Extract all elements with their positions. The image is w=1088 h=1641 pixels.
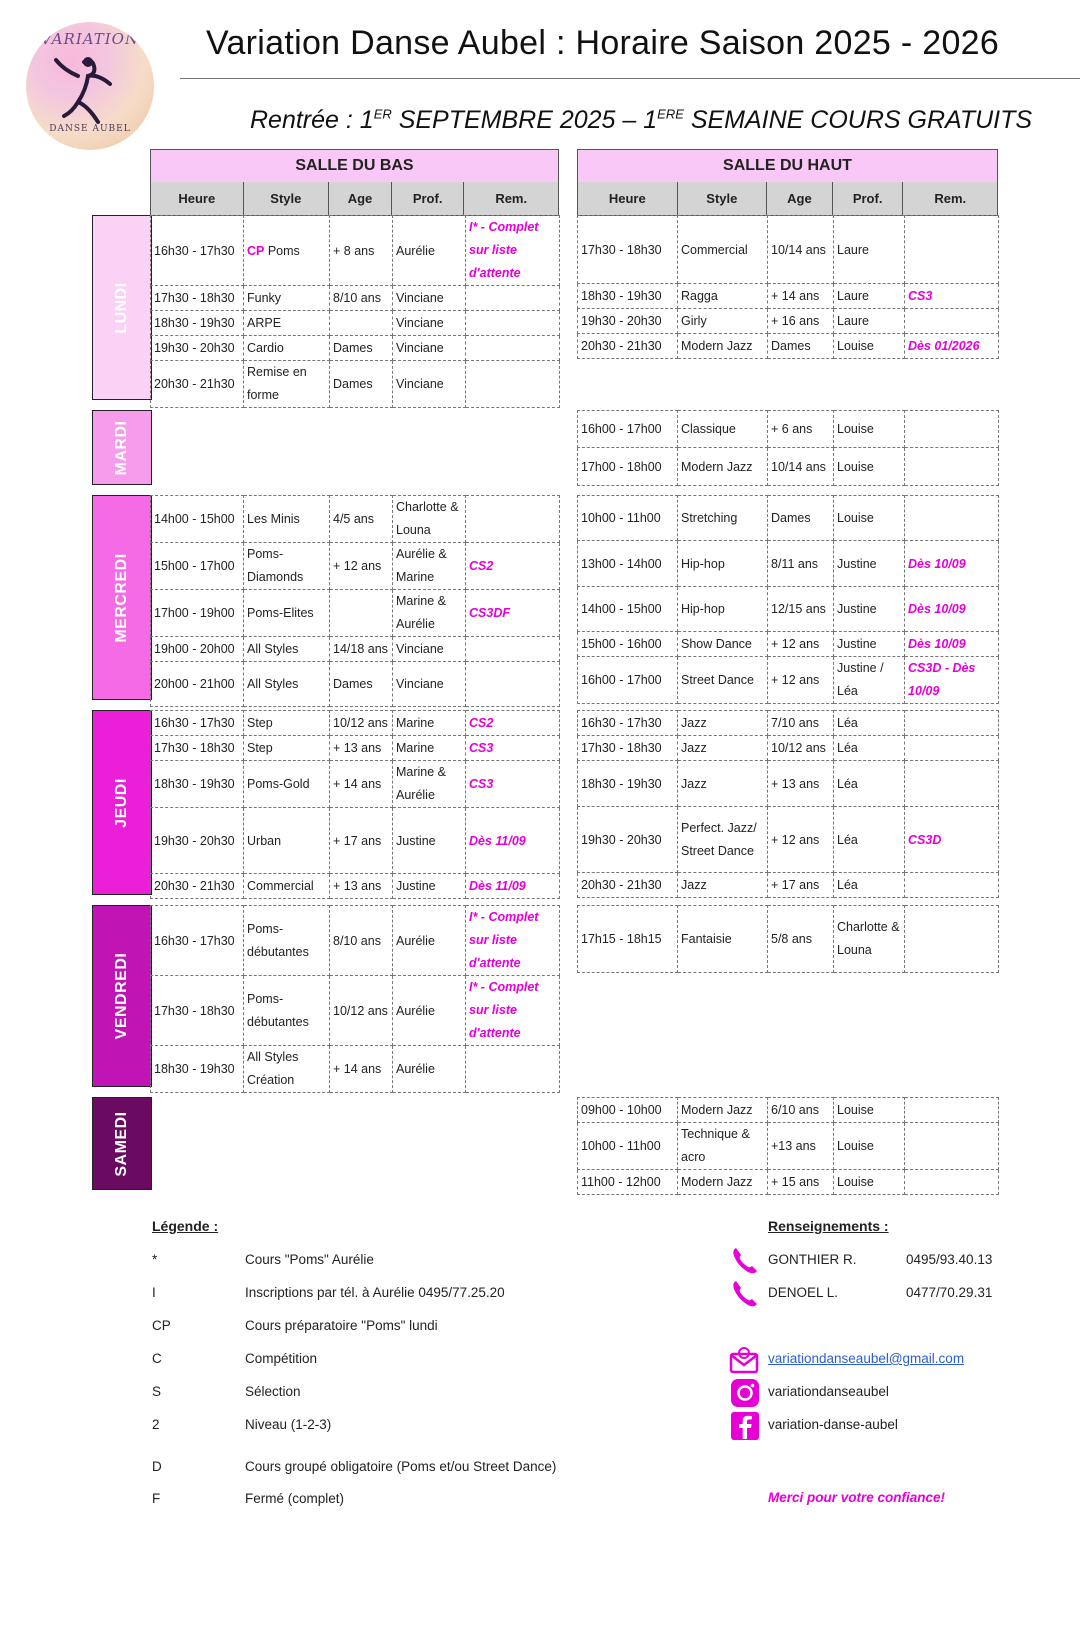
table-cell: Aurélie bbox=[393, 906, 466, 976]
table-cell: + 13 ans bbox=[330, 736, 393, 761]
table-cell: + 14 ans bbox=[330, 1046, 393, 1093]
instagram-handle[interactable]: variationdanseaubel bbox=[768, 1384, 889, 1399]
col-style: Style bbox=[244, 182, 330, 215]
table-cell: Justine bbox=[393, 808, 466, 874]
table-haut-vendredi bbox=[577, 905, 999, 973]
table-cell: Louise bbox=[834, 1170, 905, 1195]
table-cell: 18h30 - 19h30 bbox=[151, 761, 244, 808]
table-cell: 15h00 - 17h00 bbox=[151, 543, 244, 590]
table-cell: 7/10 ans bbox=[768, 711, 834, 736]
table-haut-jeudi bbox=[577, 710, 999, 898]
col-rem: Rem. bbox=[495, 191, 528, 206]
logo-bottom-text: DANSE AUBEL bbox=[49, 124, 131, 134]
table-cell: Dames bbox=[330, 662, 393, 707]
page-title: Variation Danse Aubel : Horaire Saison 2025 - 2026 bbox=[206, 24, 1000, 62]
table-cell: 18h30 - 19h30 bbox=[578, 284, 678, 309]
table-cell: + 13 ans bbox=[330, 874, 393, 899]
table-row bbox=[151, 543, 560, 590]
table-cell bbox=[905, 906, 999, 973]
table-cell: All Styles bbox=[244, 662, 330, 707]
rem-cell: I* - Complet sur liste d'attente bbox=[466, 216, 560, 286]
table-cell: Louise bbox=[834, 1098, 905, 1123]
table-cell: Vinciane bbox=[393, 637, 466, 662]
table-cell: 8/11 ans bbox=[768, 541, 834, 587]
table-row bbox=[578, 496, 999, 541]
col-prof: Prof. bbox=[833, 182, 904, 215]
table-row bbox=[578, 711, 999, 736]
table-cell bbox=[905, 711, 999, 736]
table-cell: +13 ans bbox=[768, 1123, 834, 1170]
table-bas-mercredi bbox=[150, 495, 560, 707]
table-cell: + 12 ans bbox=[768, 657, 834, 704]
table-cell: Dès 11/09 bbox=[466, 874, 560, 899]
table-cell: 8/10 ans bbox=[330, 906, 393, 976]
table-cell: Modern Jazz bbox=[678, 1098, 768, 1123]
table-cell: I* - Complet sur liste d'attente bbox=[466, 976, 560, 1046]
table-cell: 14h00 - 15h00 bbox=[151, 496, 244, 543]
table-cell: Modern Jazz bbox=[678, 334, 768, 359]
table-row bbox=[578, 761, 999, 807]
table-cell: 17h30 - 18h30 bbox=[578, 216, 678, 284]
table-cell: Justine bbox=[834, 587, 905, 632]
table-cell bbox=[466, 496, 560, 543]
table-cell: 14h00 - 15h00 bbox=[578, 587, 678, 632]
contact-phone[interactable]: 0477/70.29.31 bbox=[906, 1285, 993, 1300]
table-cell: Aurélie bbox=[393, 976, 466, 1046]
table-cell: 11h00 - 12h00 bbox=[578, 1170, 678, 1195]
table-cell: Dès 01/2026 bbox=[905, 334, 999, 359]
col-heure: Heure bbox=[151, 182, 244, 215]
table-cell: 5/8 ans bbox=[768, 906, 834, 973]
table-cell: Ragga bbox=[678, 284, 768, 309]
table-cell: 10/12 ans bbox=[330, 976, 393, 1046]
table-cell: CS3D bbox=[905, 807, 999, 873]
table-cell: + 6 ans bbox=[768, 411, 834, 448]
table-cell: Marine bbox=[393, 711, 466, 736]
table-haut-mardi bbox=[577, 410, 999, 486]
table-cell: 20h30 - 21h30 bbox=[151, 874, 244, 899]
col-prof: Prof. bbox=[392, 182, 465, 215]
table-row bbox=[151, 637, 560, 662]
subtitle: Rentrée : 1ER SEPTEMBRE 2025 – 1ERE SEMAINE COURS GRATUITS bbox=[250, 106, 1033, 134]
table-cell: Stretching bbox=[678, 496, 768, 541]
table-cell: + 14 ans bbox=[768, 284, 834, 309]
table-cell: Léa bbox=[834, 873, 905, 898]
table-cell: 10/14 ans bbox=[768, 216, 834, 284]
table-row bbox=[151, 496, 560, 543]
table-cell: 20h30 - 21h30 bbox=[151, 361, 244, 408]
table-row bbox=[151, 761, 560, 808]
col-rem: Rem. bbox=[934, 191, 967, 206]
table-row bbox=[578, 587, 999, 632]
table-cell: Poms-Gold bbox=[244, 761, 330, 808]
table-row bbox=[151, 286, 560, 311]
table-cell: Dès 10/09 bbox=[905, 587, 999, 632]
table-haut-lundi bbox=[577, 215, 999, 359]
table-cell: Marine & Aurélie bbox=[393, 590, 466, 637]
contact-name: DENOEL L. bbox=[768, 1285, 839, 1300]
table-cell: 19h30 - 20h30 bbox=[578, 309, 678, 334]
legend-key: * bbox=[152, 1252, 158, 1267]
legend-key: 2 bbox=[152, 1417, 160, 1432]
table-cell bbox=[905, 309, 999, 334]
table-cell: 4/5 ans bbox=[330, 496, 393, 543]
email-link[interactable]: variationdanseaubel@gmail.com bbox=[768, 1351, 965, 1366]
table-cell: Léa bbox=[834, 807, 905, 873]
table-cell: Laure bbox=[834, 284, 905, 309]
table-cell: Louise bbox=[834, 334, 905, 359]
table-row bbox=[151, 336, 560, 361]
table-cell: 12/15 ans bbox=[768, 587, 834, 632]
table-cell: 17h00 - 18h00 bbox=[578, 448, 678, 486]
table-cell: + 15 ans bbox=[768, 1170, 834, 1195]
table-cell: All Styles Création bbox=[244, 1046, 330, 1093]
table-cell: Justine / Léa bbox=[834, 657, 905, 704]
table-cell: + 17 ans bbox=[330, 808, 393, 874]
legend-key: S bbox=[152, 1384, 162, 1399]
table-cell: Poms-débutantes bbox=[244, 976, 330, 1046]
table-cell: CS3 bbox=[466, 736, 560, 761]
table-row bbox=[151, 874, 560, 899]
table-cell: Vinciane bbox=[393, 286, 466, 311]
table-cell: 17h30 - 18h30 bbox=[151, 286, 244, 311]
col-age: Age bbox=[329, 182, 392, 215]
table-cell bbox=[905, 496, 999, 541]
table-cell: Poms-Diamonds bbox=[244, 543, 330, 590]
table-cell: Justine bbox=[834, 541, 905, 587]
table-row bbox=[578, 1098, 999, 1123]
table-cell: Louise bbox=[834, 1123, 905, 1170]
table-row bbox=[578, 807, 999, 873]
table-cell: + 14 ans bbox=[330, 761, 393, 808]
table-cell: Laure bbox=[834, 216, 905, 284]
legend-key: I bbox=[152, 1285, 156, 1300]
legend-text: Compétition bbox=[245, 1351, 318, 1366]
table-cell: I* - Complet sur liste d'attente bbox=[466, 906, 560, 976]
table-cell: 16h00 - 17h00 bbox=[578, 411, 678, 448]
facebook-icon bbox=[730, 1411, 760, 1441]
table-cell: 10/12 ans bbox=[768, 736, 834, 761]
table-cell: Dames bbox=[330, 336, 393, 361]
table-cell: Léa bbox=[834, 761, 905, 807]
table-row bbox=[578, 541, 999, 587]
table-cell: 19h30 - 20h30 bbox=[151, 808, 244, 874]
table-cell bbox=[905, 448, 999, 486]
table-cell: 10/12 ans bbox=[330, 711, 393, 736]
legend-key: C bbox=[152, 1351, 162, 1366]
table-cell: Dames bbox=[330, 361, 393, 408]
table-cell: Louise bbox=[834, 448, 905, 486]
table-cell: Justine bbox=[834, 632, 905, 657]
contact-name: GONTHIER R. bbox=[768, 1252, 857, 1267]
column-headers-bas bbox=[150, 182, 559, 216]
table-cell: Dès 10/09 bbox=[905, 632, 999, 657]
table-cell: Louise bbox=[834, 496, 905, 541]
table-row bbox=[151, 590, 560, 637]
table-cell: CS3D - Dès 10/09 bbox=[905, 657, 999, 704]
table-cell: 10h00 - 11h00 bbox=[578, 496, 678, 541]
table-cell bbox=[905, 1123, 999, 1170]
table-cell: Modern Jazz bbox=[678, 448, 768, 486]
table-cell: 19h30 - 20h30 bbox=[151, 336, 244, 361]
table-cell: 19h00 - 20h00 bbox=[151, 637, 244, 662]
table-cell: + 12 ans bbox=[330, 543, 393, 590]
phone-icon bbox=[730, 1278, 760, 1308]
legend-text: Niveau (1-2-3) bbox=[245, 1417, 332, 1432]
table-cell: Cardio bbox=[244, 336, 330, 361]
column-headers-haut bbox=[577, 182, 998, 216]
table-cell: + 12 ans bbox=[768, 807, 834, 873]
table-row bbox=[578, 216, 999, 284]
room-header-haut: SALLE DU HAUT bbox=[577, 149, 998, 183]
table-cell: Street Dance bbox=[678, 657, 768, 704]
logo bbox=[26, 22, 154, 150]
table-cell bbox=[905, 411, 999, 448]
table-cell: Dès 11/09 bbox=[466, 808, 560, 874]
legend-title: Légende : bbox=[152, 1218, 219, 1234]
table-cell: Modern Jazz bbox=[678, 1170, 768, 1195]
table-row bbox=[578, 736, 999, 761]
table-cell: Justine bbox=[393, 874, 466, 899]
table-row bbox=[151, 662, 560, 707]
legend-text: Sélection bbox=[245, 1384, 301, 1399]
table-cell bbox=[905, 736, 999, 761]
table-bas-vendredi bbox=[150, 905, 560, 1093]
col-age: Age bbox=[767, 182, 833, 215]
table-cell: Technique & acro bbox=[678, 1123, 768, 1170]
table-cell: 20h00 - 21h00 bbox=[151, 662, 244, 707]
table-cell: 17h30 - 18h30 bbox=[578, 736, 678, 761]
email-icon bbox=[729, 1344, 759, 1374]
table-cell: Step bbox=[244, 736, 330, 761]
table-cell: Léa bbox=[834, 736, 905, 761]
table-bas-lundi bbox=[150, 215, 560, 408]
table-row bbox=[578, 309, 999, 334]
table-cell: Dès 10/09 bbox=[905, 541, 999, 587]
table-cell bbox=[905, 1170, 999, 1195]
room-header-bas: SALLE DU BAS bbox=[150, 149, 559, 183]
table-row bbox=[578, 873, 999, 898]
table-row bbox=[151, 976, 560, 1046]
table-cell: Laure bbox=[834, 309, 905, 334]
table-cell: Vinciane bbox=[393, 311, 466, 336]
day-label-samedi: SAMEDI bbox=[92, 1097, 152, 1190]
table-cell: Aurélie & Marine bbox=[393, 543, 466, 590]
table-row bbox=[578, 334, 999, 359]
legend-key: CP bbox=[152, 1318, 171, 1333]
table-cell bbox=[905, 1098, 999, 1123]
table-cell: All Styles bbox=[244, 637, 330, 662]
table-cell: 8/10 ans bbox=[330, 286, 393, 311]
table-cell: 16h00 - 17h00 bbox=[578, 657, 678, 704]
table-cell: 16h30 - 17h30 bbox=[151, 216, 244, 286]
table-cell: Les Minis bbox=[244, 496, 330, 543]
table-cell: Jazz bbox=[678, 873, 768, 898]
table-cell: 10h00 - 11h00 bbox=[578, 1123, 678, 1170]
table-cell: 17h15 - 18h15 bbox=[578, 906, 678, 973]
table-cell bbox=[466, 637, 560, 662]
title-divider bbox=[180, 78, 1080, 79]
table-cell bbox=[330, 311, 393, 336]
table-cell: 09h00 - 10h00 bbox=[578, 1098, 678, 1123]
table-cell: 16h30 - 17h30 bbox=[578, 711, 678, 736]
legend-text: Inscriptions par tél. à Aurélie 0495/77.25.20 bbox=[245, 1285, 505, 1300]
table-row bbox=[578, 411, 999, 448]
day-label-lundi: LUNDI bbox=[92, 215, 152, 400]
table-cell bbox=[905, 761, 999, 807]
table-haut-samedi bbox=[577, 1097, 999, 1195]
table-cell: CS2 bbox=[466, 711, 560, 736]
table-cell: Fantaisie bbox=[678, 906, 768, 973]
table-row bbox=[151, 311, 560, 336]
table-cell: Jazz bbox=[678, 736, 768, 761]
table-row bbox=[151, 736, 560, 761]
table-cell bbox=[466, 286, 560, 311]
table-cell: Classique bbox=[678, 411, 768, 448]
table-cell: Vinciane bbox=[393, 336, 466, 361]
table-cell: + 17 ans bbox=[768, 873, 834, 898]
table-row bbox=[151, 361, 560, 408]
table-cell: Step bbox=[244, 711, 330, 736]
table-cell bbox=[905, 873, 999, 898]
table-cell: Perfect. Jazz/ Street Dance bbox=[678, 807, 768, 873]
table-row bbox=[578, 632, 999, 657]
table-cell: Hip-hop bbox=[678, 587, 768, 632]
table-cell: Dames bbox=[768, 334, 834, 359]
table-cell: Show Dance bbox=[678, 632, 768, 657]
table-cell: Poms-Elites bbox=[244, 590, 330, 637]
table-cell: CP Poms bbox=[244, 216, 330, 286]
table-cell: 18h30 - 19h30 bbox=[151, 311, 244, 336]
table-bas-jeudi bbox=[150, 710, 560, 899]
contact-phone[interactable]: 0495/93.40.13 bbox=[906, 1252, 993, 1267]
table-cell: CS2 bbox=[466, 543, 560, 590]
table-cell: Commercial bbox=[678, 216, 768, 284]
table-cell bbox=[905, 216, 999, 284]
table-cell: Marine & Aurélie bbox=[393, 761, 466, 808]
table-cell: Poms-débutantes bbox=[244, 906, 330, 976]
table-cell bbox=[466, 662, 560, 707]
info-title: Renseignements : bbox=[768, 1218, 889, 1234]
table-cell: 10/14 ans bbox=[768, 448, 834, 486]
table-cell: + 8 ans bbox=[330, 216, 393, 286]
table-row bbox=[151, 711, 560, 736]
table-row bbox=[578, 657, 999, 704]
table-cell: Jazz bbox=[678, 761, 768, 807]
table-cell: 17h30 - 18h30 bbox=[151, 976, 244, 1046]
table-cell: Commercial bbox=[244, 874, 330, 899]
table-cell bbox=[466, 361, 560, 408]
table-cell: CS3 bbox=[905, 284, 999, 309]
legend-text: Cours "Poms" Aurélie bbox=[245, 1252, 374, 1267]
table-cell: Marine bbox=[393, 736, 466, 761]
table-row bbox=[151, 906, 560, 976]
logo-top-text: VARIATION bbox=[40, 30, 140, 48]
table-cell: + 16 ans bbox=[768, 309, 834, 334]
table-cell: Funky bbox=[244, 286, 330, 311]
legend-text: Cours groupé obligatoire (Poms et/ou Street Dance) bbox=[245, 1459, 557, 1474]
table-cell: 18h30 - 19h30 bbox=[578, 761, 678, 807]
table-cell: Remise en forme bbox=[244, 361, 330, 408]
table-haut-mercredi bbox=[577, 495, 999, 704]
thanks-message: Merci pour votre confiance! bbox=[768, 1490, 946, 1505]
table-cell: Léa bbox=[834, 711, 905, 736]
table-cell: 20h30 - 21h30 bbox=[578, 334, 678, 359]
table-row bbox=[578, 284, 999, 309]
table-cell: Charlotte & Louna bbox=[393, 496, 466, 543]
facebook-handle[interactable]: variation-danse-aubel bbox=[768, 1417, 898, 1432]
day-label-mardi: MARDI bbox=[92, 410, 152, 485]
table-cell: 14/18 ans bbox=[330, 637, 393, 662]
phone-icon bbox=[730, 1245, 760, 1275]
table-cell: Dames bbox=[768, 496, 834, 541]
table-cell: Aurélie bbox=[393, 1046, 466, 1093]
legend-key: D bbox=[152, 1459, 162, 1474]
table-row bbox=[151, 216, 560, 286]
table-cell: Jazz bbox=[678, 711, 768, 736]
table-cell bbox=[466, 311, 560, 336]
col-style: Style bbox=[678, 182, 768, 215]
table-cell: Aurélie bbox=[393, 216, 466, 286]
table-cell: 18h30 - 19h30 bbox=[151, 1046, 244, 1093]
table-row bbox=[578, 906, 999, 973]
table-cell: ARPE bbox=[244, 311, 330, 336]
table-cell: 17h30 - 18h30 bbox=[151, 736, 244, 761]
table-cell: 16h30 - 17h30 bbox=[151, 906, 244, 976]
col-heure: Heure bbox=[578, 182, 678, 215]
legend-key: F bbox=[152, 1491, 161, 1506]
day-label-jeudi: JEUDI bbox=[92, 710, 152, 895]
table-row bbox=[151, 1046, 560, 1093]
day-label-vendredi: VENDREDI bbox=[92, 905, 152, 1087]
table-cell: 17h00 - 19h00 bbox=[151, 590, 244, 637]
day-label-mercredi: MERCREDI bbox=[92, 495, 152, 700]
table-cell bbox=[330, 590, 393, 637]
table-cell: + 13 ans bbox=[768, 761, 834, 807]
table-cell: 6/10 ans bbox=[768, 1098, 834, 1123]
table-cell: CS3 bbox=[466, 761, 560, 808]
table-row bbox=[578, 448, 999, 486]
table-cell bbox=[466, 1046, 560, 1093]
table-cell: 15h00 - 16h00 bbox=[578, 632, 678, 657]
table-cell: 13h00 - 14h00 bbox=[578, 541, 678, 587]
table-row bbox=[151, 808, 560, 874]
legend-text: Cours préparatoire "Poms" lundi bbox=[245, 1318, 438, 1333]
table-cell: Girly bbox=[678, 309, 768, 334]
table-cell bbox=[466, 336, 560, 361]
table-row bbox=[578, 1123, 999, 1170]
table-row bbox=[578, 1170, 999, 1195]
table-cell: Urban bbox=[244, 808, 330, 874]
table-cell: 20h30 - 21h30 bbox=[578, 873, 678, 898]
table-cell: Hip-hop bbox=[678, 541, 768, 587]
table-cell: CS3DF bbox=[466, 590, 560, 637]
table-cell: Vinciane bbox=[393, 361, 466, 408]
instagram-icon bbox=[730, 1378, 760, 1408]
table-cell: Vinciane bbox=[393, 662, 466, 707]
table-cell: 19h30 - 20h30 bbox=[578, 807, 678, 873]
table-cell: Charlotte & Louna bbox=[834, 906, 905, 973]
legend-text: Fermé (complet) bbox=[245, 1491, 345, 1506]
table-cell: Louise bbox=[834, 411, 905, 448]
table-cell: + 12 ans bbox=[768, 632, 834, 657]
table-cell: 16h30 - 17h30 bbox=[151, 711, 244, 736]
